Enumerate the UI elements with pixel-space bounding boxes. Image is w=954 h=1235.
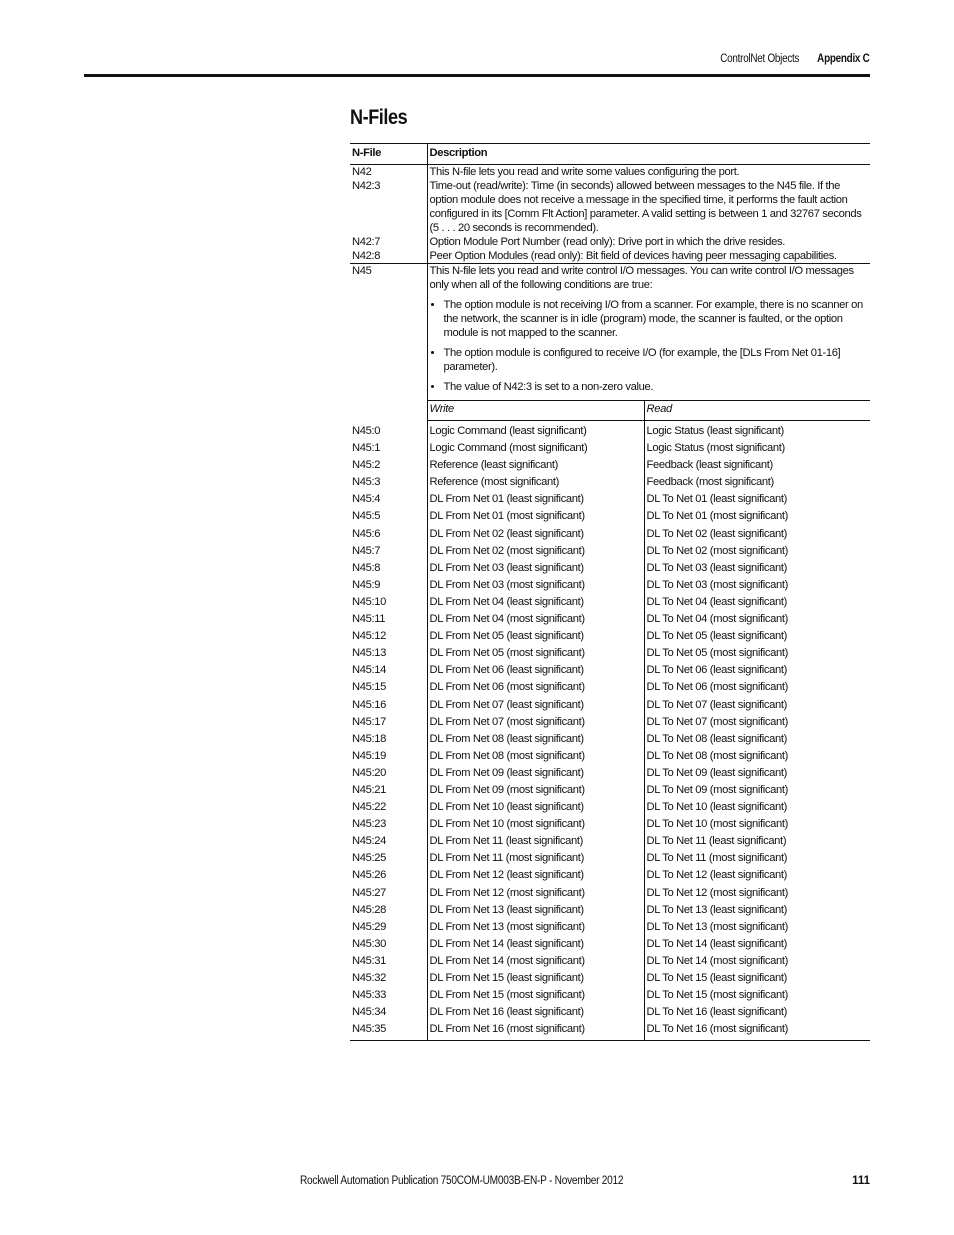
page-number: 111: [852, 1175, 870, 1187]
table-row: [350, 440, 870, 457]
col-header-description: Description: [427, 144, 870, 165]
condition-item: • The value of N42:3 is set to a non-zero value.: [444, 380, 869, 394]
nfile-cell: N45:27: [350, 885, 427, 902]
nfile-cell: N42:7: [350, 235, 427, 249]
nfile-cell: N45:11: [350, 611, 427, 628]
table-row: [350, 765, 870, 782]
read-cell: DL To Net 13 (most significant): [646, 920, 788, 933]
write-cell: Reference (least significant): [427, 457, 644, 474]
nfile-cell: N45:15: [350, 679, 427, 696]
read-cell: DL To Net 13 (least significant): [646, 903, 788, 916]
table-row: [350, 249, 870, 264]
nfile-cell: N45:19: [350, 748, 427, 765]
write-cell: DL From Net 12 (most significant): [427, 885, 644, 902]
nfile-cell: N45:33: [350, 987, 427, 1004]
read-cell: DL To Net 01 (most significant): [646, 510, 788, 523]
nfile-cell: N45: [350, 264, 427, 421]
table-row: [350, 421, 870, 441]
read-cell: DL To Net 09 (least significant): [646, 766, 788, 779]
nfile-cell: N42:3: [350, 179, 427, 235]
write-cell: DL From Net 10 (least significant): [427, 799, 644, 816]
write-cell: DL From Net 07 (most significant): [427, 714, 644, 731]
description-cell: Peer Option Modules (read only): Bit field of devices having peer messaging capabilities.: [429, 250, 837, 262]
write-cell: DL From Net 12 (least significant): [427, 867, 644, 884]
nfile-cell: N45:29: [350, 919, 427, 936]
write-cell: Reference (most significant): [427, 474, 644, 491]
table-row: [350, 457, 870, 474]
table-row: [350, 474, 870, 491]
read-cell: DL To Net 01 (least significant): [646, 493, 788, 506]
write-cell: DL From Net 04 (most significant): [427, 611, 644, 628]
col-header-nfile: N-File: [350, 144, 427, 165]
write-cell: DL From Net 16 (most significant): [427, 1021, 644, 1041]
read-cell: DL To Net 10 (most significant): [646, 818, 788, 831]
read-cell: DL To Net 12 (most significant): [646, 886, 788, 899]
read-cell: DL To Net 06 (least significant): [646, 664, 788, 677]
read-cell: Feedback (least significant): [646, 459, 773, 472]
nfile-cell: N45:34: [350, 1004, 427, 1021]
nfile-cell: N45:21: [350, 782, 427, 799]
nfile-cell: N45:25: [350, 850, 427, 867]
read-cell: DL To Net 02 (least significant): [646, 527, 788, 540]
write-cell: DL From Net 13 (least significant): [427, 902, 644, 919]
write-cell: DL From Net 15 (least significant): [427, 970, 644, 987]
nfile-cell: N45:5: [350, 508, 427, 525]
write-cell: DL From Net 16 (least significant): [427, 1004, 644, 1021]
write-cell: DL From Net 07 (least significant): [427, 697, 644, 714]
nfile-cell: N45:26: [350, 867, 427, 884]
table-row: [350, 867, 870, 884]
read-cell: DL To Net 15 (most significant): [646, 989, 788, 1002]
nfile-cell: N45:17: [350, 714, 427, 731]
nfile-cell: N45:18: [350, 731, 427, 748]
table-row: [350, 885, 870, 902]
n45-description-text: This N-file lets you read and write control I/O messages. You can write control I/O messages only when all of the following conditions are true:: [429, 265, 854, 291]
write-cell: DL From Net 14 (least significant): [427, 936, 644, 953]
nfile-cell: N42:8: [350, 249, 427, 264]
read-cell: DL To Net 12 (least significant): [646, 869, 788, 882]
write-cell: DL From Net 09 (least significant): [427, 765, 644, 782]
read-cell: Logic Status (least significant): [646, 425, 784, 437]
read-cell: DL To Net 04 (most significant): [646, 613, 788, 626]
write-cell: DL From Net 08 (least significant): [427, 731, 644, 748]
read-cell: DL To Net 16 (least significant): [646, 1006, 788, 1019]
write-cell: DL From Net 05 (least significant): [427, 628, 644, 645]
nfile-cell: N45:22: [350, 799, 427, 816]
read-cell: DL To Net 03 (most significant): [646, 578, 788, 591]
description-cell: This N-file lets you read and write some values configuring the port.: [427, 165, 870, 180]
nfile-cell: N45:16: [350, 697, 427, 714]
read-cell: DL To Net 06 (most significant): [646, 681, 788, 694]
read-cell: DL To Net 16 (most significant): [644, 1021, 870, 1041]
footer-publication: Rockwell Automation Publication 750COM-UM003B-EN-P - November 2012: [300, 1175, 624, 1187]
nfile-cell: N45:23: [350, 816, 427, 833]
nfiles-table: [350, 143, 870, 1041]
table-row: [350, 850, 870, 867]
table-row: [350, 235, 870, 249]
table-header-row: [350, 144, 870, 165]
write-cell: DL From Net 01 (least significant): [427, 491, 644, 508]
write-cell: DL From Net 11 (most significant): [427, 850, 644, 867]
read-cell: DL To Net 10 (least significant): [646, 801, 788, 814]
read-cell: DL To Net 11 (least significant): [646, 835, 787, 848]
read-cell: Logic Status (most significant): [646, 442, 785, 455]
condition-item: • The option module is configured to receive I/O (for example, the [DLs From Net 01-16] parameter).: [444, 346, 869, 374]
nfile-cell: N45:0: [350, 421, 427, 441]
table-row: [350, 165, 870, 180]
read-cell: DL To Net 03 (least significant): [646, 561, 788, 574]
table-row: [350, 179, 870, 235]
table-row: [350, 679, 870, 696]
n45-register-rows: [350, 421, 870, 1041]
nfile-cell: N45:12: [350, 628, 427, 645]
read-cell: DL To Net 14 (least significant): [646, 937, 788, 950]
nfile-cell: N45:4: [350, 491, 427, 508]
nfile-cell: N45:2: [350, 457, 427, 474]
table-row: [350, 953, 870, 970]
table-row: [350, 748, 870, 765]
write-cell: DL From Net 05 (most significant): [427, 645, 644, 662]
table-row: [350, 560, 870, 577]
nfile-cell: N42: [350, 165, 427, 180]
table-row: [350, 577, 870, 594]
table-row: [350, 543, 870, 560]
table-row: [350, 628, 870, 645]
table-row: [350, 697, 870, 714]
table-row: [350, 833, 870, 850]
table-row: [350, 919, 870, 936]
description-cell: Time-out (read/write): Time (in seconds) allowed between messages to the N45 file. If the option module does not receive a message in the specified time, it performs the fault action configured in its [Comm Flt Action] parameter. A valid setting is between 1 and 32767 seconds (5 . . . 20 seconds is recommended).: [429, 180, 862, 234]
nfile-cell: N45:9: [350, 577, 427, 594]
table-row: [350, 970, 870, 987]
nfile-cell: N45:32: [350, 970, 427, 987]
table-row: [350, 594, 870, 611]
nfile-cell: N45:20: [350, 765, 427, 782]
table-row: [350, 491, 870, 508]
read-cell: DL To Net 11 (most significant): [646, 852, 788, 865]
nfile-cell: N45:35: [350, 1021, 427, 1041]
write-cell: DL From Net 03 (most significant): [427, 577, 644, 594]
table-row: [350, 1004, 870, 1021]
read-cell: DL To Net 08 (least significant): [646, 732, 788, 745]
table-row: [350, 1021, 870, 1041]
read-cell: DL To Net 08 (most significant): [646, 749, 788, 762]
read-cell: DL To Net 14 (most significant): [646, 954, 788, 967]
write-cell: Logic Command (most significant): [427, 440, 644, 457]
nfile-cell: N45:3: [350, 474, 427, 491]
n42-section: [350, 165, 870, 264]
table-row: [350, 816, 870, 833]
write-cell: DL From Net 15 (most significant): [427, 987, 644, 1004]
header-rule: [84, 74, 870, 77]
nfile-cell: N45:30: [350, 936, 427, 953]
nfile-cell: N45:24: [350, 833, 427, 850]
write-cell: DL From Net 10 (most significant): [427, 816, 644, 833]
write-cell: DL From Net 06 (most significant): [427, 679, 644, 696]
table-row: [350, 782, 870, 799]
write-cell: DL From Net 14 (most significant): [427, 953, 644, 970]
nfile-cell: N45:28: [350, 902, 427, 919]
running-header: [721, 53, 870, 65]
read-cell: DL To Net 02 (most significant): [646, 544, 788, 557]
table-row: [350, 936, 870, 953]
write-cell: DL From Net 01 (most significant): [427, 508, 644, 525]
read-cell: DL To Net 05 (most significant): [646, 647, 788, 660]
table-row: [350, 526, 870, 543]
table-row: [350, 799, 870, 816]
nfile-cell: N45:7: [350, 543, 427, 560]
nfile-cell: N45:6: [350, 526, 427, 543]
nfile-cell: N45:14: [350, 662, 427, 679]
condition-item: • The option module is not receiving I/O from a scanner. For example, there is no scanner on the network, the scanner is in idle (program) mode, the scanner is faulted, or the option module is not mapped to the scanner.: [444, 298, 869, 340]
description-cell: Option Module Port Number (read only): Drive port in which the drive resides.: [429, 236, 785, 248]
nfile-cell: N45:1: [350, 440, 427, 457]
n45-section: [350, 264, 870, 421]
write-cell: DL From Net 13 (most significant): [427, 919, 644, 936]
read-cell: Feedback (most significant): [646, 476, 774, 489]
write-cell: DL From Net 02 (least significant): [427, 526, 644, 543]
write-cell: DL From Net 03 (least significant): [427, 560, 644, 577]
write-read-header-row: [350, 401, 870, 421]
table-row: [350, 987, 870, 1004]
header-appendix-label: Appendix C: [817, 53, 870, 65]
nfile-cell: N45:31: [350, 953, 427, 970]
write-cell: DL From Net 02 (most significant): [427, 543, 644, 560]
read-cell: DL To Net 07 (most significant): [646, 715, 788, 728]
write-column-header: Write: [427, 401, 644, 421]
table-row: [350, 662, 870, 679]
table-row: [350, 508, 870, 525]
read-cell: DL To Net 09 (most significant): [646, 783, 788, 796]
header-section-title: ControlNet Objects: [720, 53, 800, 65]
table-row: [350, 731, 870, 748]
nfile-cell: N45:8: [350, 560, 427, 577]
read-cell: DL To Net 07 (least significant): [646, 698, 788, 711]
read-cell: DL To Net 15 (least significant): [646, 972, 788, 984]
conditions-list: [430, 298, 869, 394]
write-cell: DL From Net 11 (least significant): [427, 833, 644, 850]
read-cell: DL To Net 04 (least significant): [646, 595, 788, 608]
table-row: [350, 264, 870, 401]
write-cell: DL From Net 06 (least significant): [427, 662, 644, 679]
table-row: [350, 611, 870, 628]
write-cell: DL From Net 04 (least significant): [427, 594, 644, 611]
table-row: [350, 902, 870, 919]
page-title: N-Files: [350, 106, 408, 129]
write-cell: DL From Net 09 (most significant): [427, 782, 644, 799]
table-row: [350, 645, 870, 662]
read-column-header: Read: [644, 401, 870, 421]
nfile-cell: N45:13: [350, 645, 427, 662]
description-cell: [427, 264, 870, 401]
table-row: [350, 714, 870, 731]
nfile-cell: N45:10: [350, 594, 427, 611]
write-cell: Logic Command (least significant): [427, 421, 644, 441]
read-cell: DL To Net 05 (least significant): [646, 630, 788, 643]
write-cell: DL From Net 08 (most significant): [427, 748, 644, 765]
